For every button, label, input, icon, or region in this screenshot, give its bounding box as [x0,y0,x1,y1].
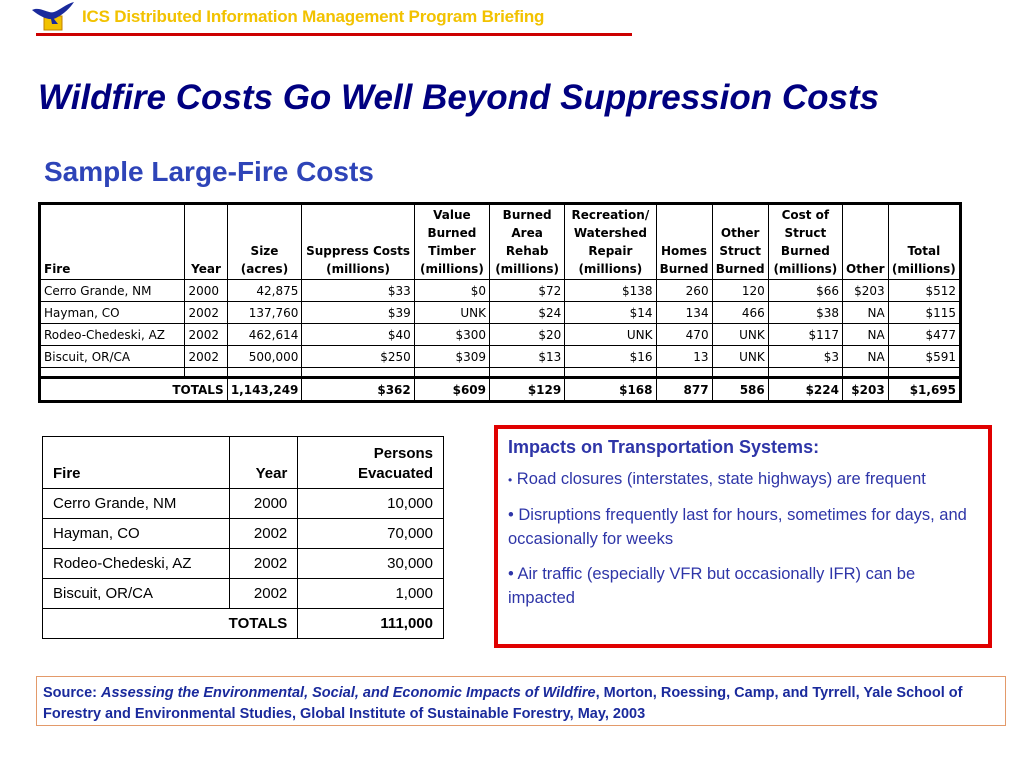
table-cell: $512 [888,280,960,302]
impacts-title: Impacts on Transportation Systems: [508,437,820,457]
table-cell: 1,000 [298,579,444,609]
totals-cell: $168 [565,378,656,402]
header-title: ICS Distributed Information Management Program Briefing [82,7,545,26]
totals-row [40,378,961,402]
table-cell: 470 [656,324,712,346]
table-cell: 137,760 [227,302,302,324]
table-cell: $72 [490,280,565,302]
table-row [40,302,961,324]
table-cell: $20 [490,324,565,346]
persons-evacuated-table [42,436,444,639]
table-cell: $24 [490,302,565,324]
table-header-row [40,204,961,280]
totals-cell: 1,143,249 [227,378,302,402]
totals-cell: 586 [712,378,768,402]
totals-row [43,609,444,639]
table-cell: 134 [656,302,712,324]
table-row [43,489,444,519]
table-cell: $477 [888,324,960,346]
table-row [40,280,961,302]
table-cell: $591 [888,346,960,368]
column-header-burned-area-rehab: Burned Area Rehab (millions) [490,204,565,280]
header-rule [36,33,632,36]
table-cell: Rodeo-Chedeski, AZ [40,324,185,346]
column-header-other-struct-burned: Other Struct Burned [712,204,768,280]
totals-cell: $224 [768,378,842,402]
column-header-cost-of-struct-burned: Cost of Struct Burned (millions) [768,204,842,280]
table-cell: Cerro Grande, NM [43,489,230,519]
table-cell: NA [842,302,888,324]
totals-label: TOTALS [43,609,298,639]
table-cell: $40 [302,324,414,346]
table-cell: $33 [302,280,414,302]
table-cell: 466 [712,302,768,324]
page-title: Wildfire Costs Go Well Beyond Suppression Costs [38,78,880,117]
bullet-icon: • [508,506,514,524]
table-cell: 2002 [185,324,227,346]
impact-item [508,503,978,551]
table-cell: $115 [888,302,960,324]
table-cell: Hayman, CO [40,302,185,324]
column-header-fire: Fire [43,437,230,489]
table-row [40,346,961,368]
table-cell: 2000 [185,280,227,302]
table-cell: 2002 [230,549,298,579]
table-cell: 10,000 [298,489,444,519]
table-cell: Cerro Grande, NM [40,280,185,302]
source-label: Source: [43,685,102,701]
impact-item [508,467,978,492]
table-cell: $300 [414,324,489,346]
table-cell: 42,875 [227,280,302,302]
column-header-suppress-costs: Suppress Costs (millions) [302,204,414,280]
table-cell: Biscuit, OR/CA [43,579,230,609]
impact-text: Road closures (interstates, state highways) are frequent [516,470,926,488]
table-cell: $39 [302,302,414,324]
bullet-icon: • [508,473,513,487]
totals-cell: 111,000 [298,609,444,639]
column-header-year: Year [230,437,298,489]
totals-cell: $203 [842,378,888,402]
table-cell: 500,000 [227,346,302,368]
table-cell: 70,000 [298,519,444,549]
column-header-size: Size (acres) [227,204,302,280]
table-cell: 462,614 [227,324,302,346]
table-cell: 120 [712,280,768,302]
table-cell: 2002 [230,519,298,549]
table-cell: $16 [565,346,656,368]
totals-cell: 877 [656,378,712,402]
table-row [40,324,961,346]
table-cell: Rodeo-Chedeski, AZ [43,549,230,579]
column-header-fire: Fire [40,204,185,280]
bullet-icon: • [508,565,514,583]
table-cell: $38 [768,302,842,324]
column-header-total: Total (millions) [888,204,960,280]
table-row [43,519,444,549]
table-cell: $0 [414,280,489,302]
table-row [43,549,444,579]
totals-cell: $609 [414,378,489,402]
table-cell: $203 [842,280,888,302]
column-header-other: Other [842,204,888,280]
table-cell: 260 [656,280,712,302]
section-subtitle: Sample Large-Fire Costs [44,156,374,187]
table-cell: Biscuit, OR/CA [40,346,185,368]
table-cell: 2002 [185,302,227,324]
table-cell: UNK [414,302,489,324]
source-details: , Morton, Roessing, Camp, and Tyrrell, Yale School of Forestry and Environmental Studies, Global Institute of Sustainable Forestry, May, 2003 [43,685,963,722]
table-cell: NA [842,324,888,346]
large-fire-costs-table [38,202,962,403]
spacer-row [40,368,961,378]
table-cell: $138 [565,280,656,302]
table-cell: 2000 [230,489,298,519]
transportation-impacts-box [494,425,992,648]
totals-cell: $129 [490,378,565,402]
table-cell: $309 [414,346,489,368]
table-cell: 2002 [185,346,227,368]
source-citation [36,676,1006,726]
totals-cell: $362 [302,378,414,402]
table-cell: $3 [768,346,842,368]
column-header-persons-evacuated: Persons Evacuated [298,437,444,489]
impact-text: Disruptions frequently last for hours, sometimes for days, and occasionally for weeks [508,506,967,548]
table-cell: NA [842,346,888,368]
column-header-homes-burned: Homes Burned [656,204,712,280]
table-cell: $14 [565,302,656,324]
totals-label: TOTALS [40,378,228,402]
table-cell: Hayman, CO [43,519,230,549]
table-row [43,579,444,609]
table-header-row [43,437,444,489]
column-header-recreation-watershed-repair: Recreation/ Watershed Repair (millions) [565,204,656,280]
table-cell: UNK [712,324,768,346]
flag-eagle-logo-icon [30,2,76,34]
table-cell: $250 [302,346,414,368]
impact-item [508,562,978,610]
totals-cell: $1,695 [888,378,960,402]
table-cell: $13 [490,346,565,368]
table-cell: 2002 [230,579,298,609]
table-cell: UNK [565,324,656,346]
table-cell: 13 [656,346,712,368]
table-cell: UNK [712,346,768,368]
column-header-value-burned-timber: Value Burned Timber (millions) [414,204,489,280]
table-cell: $66 [768,280,842,302]
column-header-year: Year [185,204,227,280]
impact-text: Air traffic (especially VFR but occasionally IFR) can be impacted [508,565,916,607]
source-title: Assessing the Environmental, Social, and Economic Impacts of Wildfire [101,685,596,701]
table-cell: $117 [768,324,842,346]
table-cell: 30,000 [298,549,444,579]
